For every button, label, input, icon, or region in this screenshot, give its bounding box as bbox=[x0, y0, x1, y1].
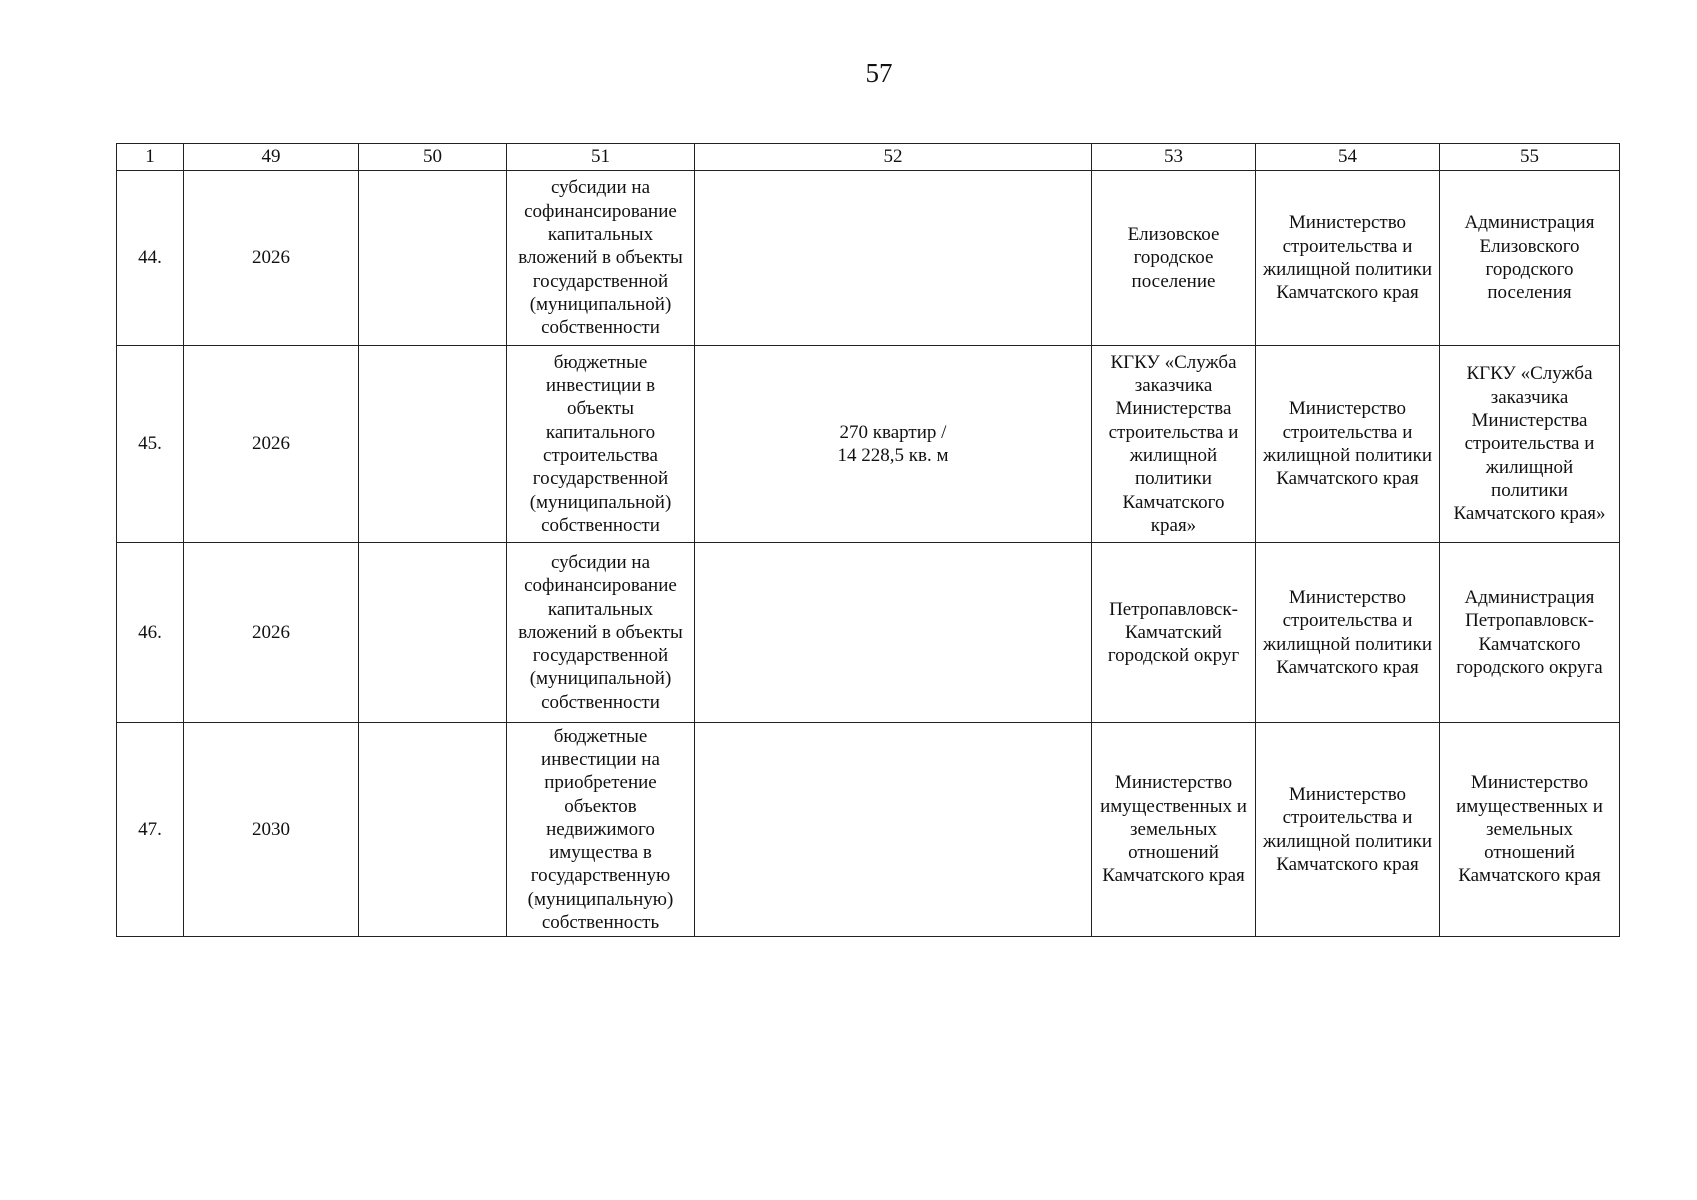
col50-cell bbox=[359, 346, 507, 543]
row-number-cell: 47. bbox=[117, 723, 184, 937]
customer-cell: Министерство имущественных и земельных отношений Камчатского края bbox=[1440, 723, 1620, 937]
investment-type-cell: субсидии на софинансирование капитальных вложений в объекты государственной (муниципальной) собственности bbox=[507, 543, 695, 723]
table-row bbox=[117, 171, 1620, 346]
header-cell: 52 bbox=[695, 144, 1092, 171]
col50-cell bbox=[359, 171, 507, 346]
header-cell: 55 bbox=[1440, 144, 1620, 171]
header-cell: 51 bbox=[507, 144, 695, 171]
investment-type-cell: бюджетные инвестиции на приобретение объектов недвижимого имущества в государственную (муниципальную) собственность bbox=[507, 723, 695, 937]
investment-type-cell: субсидии на софинансирование капитальных вложений в объекты государственной (муниципальной) собственности bbox=[507, 171, 695, 346]
customer-cell: КГКУ «Служба заказчика Министерства строительства и жилищной политики Камчатского края» bbox=[1440, 346, 1620, 543]
customer-cell: Администрация Елизовского городского поселения bbox=[1440, 171, 1620, 346]
ministry-cell: Министерство строительства и жилищной политики Камчатского края bbox=[1256, 171, 1440, 346]
recipient-cell: КГКУ «Служба заказчика Министерства строительства и жилищной политики Камчатского края» bbox=[1092, 346, 1256, 543]
header-cell: 53 bbox=[1092, 144, 1256, 171]
year-cell: 2030 bbox=[184, 723, 359, 937]
col50-cell bbox=[359, 723, 507, 937]
row-number-cell: 44. bbox=[117, 171, 184, 346]
recipient-cell: Елизовское городское поселение bbox=[1092, 171, 1256, 346]
ministry-cell: Министерство строительства и жилищной политики Камчатского края bbox=[1256, 723, 1440, 937]
customer-cell: Администрация Петропавловск- Камчатского городского округа bbox=[1440, 543, 1620, 723]
header-cell: 54 bbox=[1256, 144, 1440, 171]
header-cell: 50 bbox=[359, 144, 507, 171]
table-row bbox=[117, 346, 1620, 543]
row-number-cell: 46. bbox=[117, 543, 184, 723]
header-cell: 1 bbox=[117, 144, 184, 171]
capacity-cell bbox=[695, 171, 1092, 346]
header-row bbox=[117, 144, 1620, 171]
capacity-cell bbox=[695, 543, 1092, 723]
capacity-cell: 270 квартир / 14 228,5 кв. м bbox=[695, 346, 1092, 543]
table-row bbox=[117, 723, 1620, 937]
recipient-cell: Министерство имущественных и земельных отношений Камчатского края bbox=[1092, 723, 1256, 937]
page-number: 57 bbox=[865, 58, 893, 88]
data-table bbox=[116, 143, 1620, 937]
col50-cell bbox=[359, 543, 507, 723]
recipient-cell: Петропавловск- Камчатский городской округ bbox=[1092, 543, 1256, 723]
year-cell: 2026 bbox=[184, 543, 359, 723]
investment-type-cell: бюджетные инвестиции в объекты капитального строительства государственной (муниципальной) собственности bbox=[507, 346, 695, 543]
year-cell: 2026 bbox=[184, 346, 359, 543]
ministry-cell: Министерство строительства и жилищной политики Камчатского края bbox=[1256, 543, 1440, 723]
year-cell: 2026 bbox=[184, 171, 359, 346]
row-number-cell: 45. bbox=[117, 346, 184, 543]
ministry-cell: Министерство строительства и жилищной политики Камчатского края bbox=[1256, 346, 1440, 543]
table-row bbox=[117, 543, 1620, 723]
capacity-cell bbox=[695, 723, 1092, 937]
header-cell: 49 bbox=[184, 144, 359, 171]
